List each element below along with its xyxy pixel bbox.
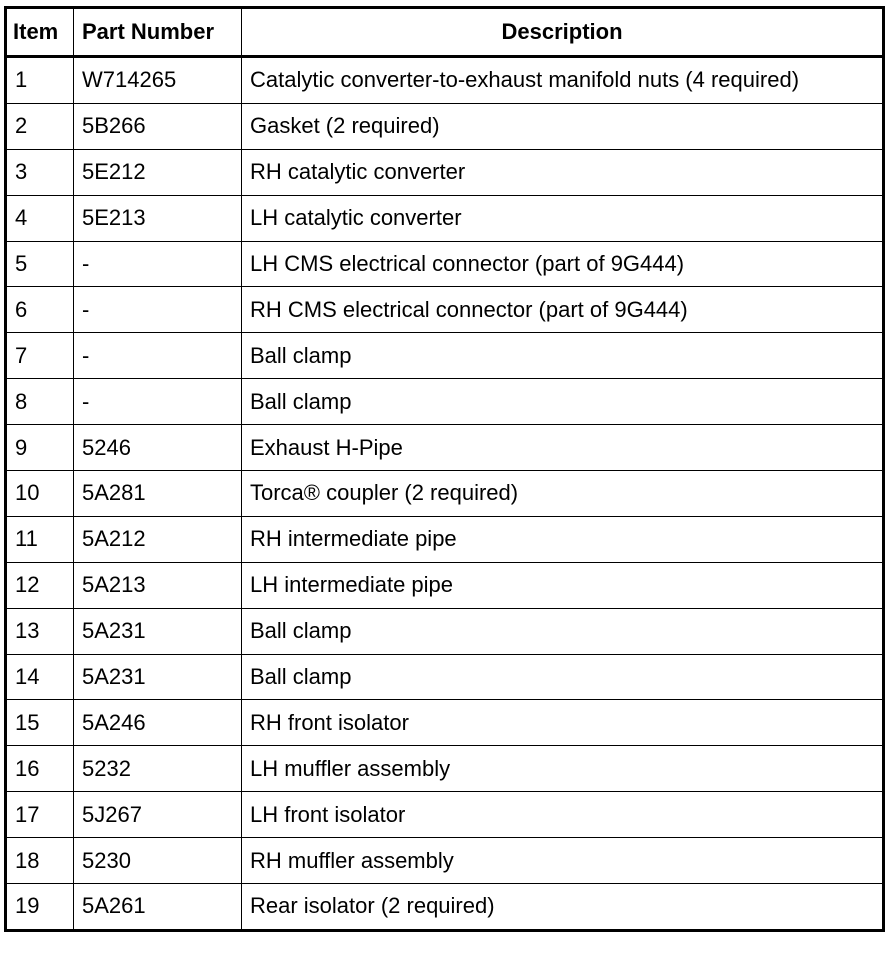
cell-description: Catalytic converter-to-exhaust manifold nuts (4 required) bbox=[242, 57, 884, 104]
cell-part-number: 5A231 bbox=[74, 654, 242, 700]
table-body bbox=[6, 57, 884, 931]
table-row bbox=[6, 654, 884, 700]
cell-item: 3 bbox=[6, 149, 74, 195]
cell-part-number: 5230 bbox=[74, 838, 242, 884]
table-row bbox=[6, 241, 884, 287]
cell-description: LH muffler assembly bbox=[242, 746, 884, 792]
cell-description: Rear isolator (2 required) bbox=[242, 884, 884, 931]
cell-part-number: 5A281 bbox=[74, 471, 242, 517]
cell-part-number: 5A231 bbox=[74, 608, 242, 654]
cell-part-number: 5E212 bbox=[74, 149, 242, 195]
cell-description: LH front isolator bbox=[242, 792, 884, 838]
header-description: Description bbox=[242, 8, 884, 57]
cell-description: RH front isolator bbox=[242, 700, 884, 746]
cell-part-number: 5A212 bbox=[74, 516, 242, 562]
cell-item: 6 bbox=[6, 287, 74, 333]
cell-item: 11 bbox=[6, 516, 74, 562]
cell-item: 8 bbox=[6, 379, 74, 425]
cell-description: LH catalytic converter bbox=[242, 195, 884, 241]
cell-item: 2 bbox=[6, 103, 74, 149]
cell-item: 5 bbox=[6, 241, 74, 287]
cell-description: Ball clamp bbox=[242, 654, 884, 700]
cell-part-number: - bbox=[74, 241, 242, 287]
cell-part-number: 5A261 bbox=[74, 884, 242, 931]
table-row bbox=[6, 57, 884, 104]
cell-part-number: - bbox=[74, 287, 242, 333]
cell-part-number: 5A213 bbox=[74, 562, 242, 608]
cell-description: Torca® coupler (2 required) bbox=[242, 471, 884, 517]
cell-item: 4 bbox=[6, 195, 74, 241]
cell-item: 14 bbox=[6, 654, 74, 700]
table-header-row bbox=[6, 8, 884, 57]
table-row bbox=[6, 333, 884, 379]
cell-description: RH CMS electrical connector (part of 9G444) bbox=[242, 287, 884, 333]
cell-part-number: 5E213 bbox=[74, 195, 242, 241]
table-row bbox=[6, 838, 884, 884]
cell-description: Ball clamp bbox=[242, 379, 884, 425]
cell-item: 19 bbox=[6, 884, 74, 931]
cell-part-number: 5J267 bbox=[74, 792, 242, 838]
cell-description: RH muffler assembly bbox=[242, 838, 884, 884]
cell-item: 10 bbox=[6, 471, 74, 517]
cell-item: 16 bbox=[6, 746, 74, 792]
cell-item: 18 bbox=[6, 838, 74, 884]
parts-table bbox=[4, 6, 885, 932]
cell-part-number: 5B266 bbox=[74, 103, 242, 149]
cell-item: 17 bbox=[6, 792, 74, 838]
cell-part-number: 5A246 bbox=[74, 700, 242, 746]
cell-part-number: - bbox=[74, 379, 242, 425]
table-row bbox=[6, 608, 884, 654]
cell-description: Gasket (2 required) bbox=[242, 103, 884, 149]
cell-item: 1 bbox=[6, 57, 74, 104]
cell-description: LH intermediate pipe bbox=[242, 562, 884, 608]
table-row bbox=[6, 884, 884, 931]
cell-part-number: W714265 bbox=[74, 57, 242, 104]
table-row bbox=[6, 792, 884, 838]
cell-description: LH CMS electrical connector (part of 9G444) bbox=[242, 241, 884, 287]
cell-description: RH intermediate pipe bbox=[242, 516, 884, 562]
table-row bbox=[6, 562, 884, 608]
table-row bbox=[6, 700, 884, 746]
table-row bbox=[6, 379, 884, 425]
table-row bbox=[6, 471, 884, 517]
table-row bbox=[6, 516, 884, 562]
header-part-number: Part Number bbox=[74, 8, 242, 57]
table-row bbox=[6, 149, 884, 195]
table-row bbox=[6, 287, 884, 333]
cell-part-number: 5232 bbox=[74, 746, 242, 792]
cell-description: Ball clamp bbox=[242, 333, 884, 379]
header-item: Item bbox=[6, 8, 74, 57]
cell-item: 12 bbox=[6, 562, 74, 608]
cell-part-number: - bbox=[74, 333, 242, 379]
table-row bbox=[6, 746, 884, 792]
cell-part-number: 5246 bbox=[74, 425, 242, 471]
cell-item: 15 bbox=[6, 700, 74, 746]
cell-description: Exhaust H-Pipe bbox=[242, 425, 884, 471]
cell-description: RH catalytic converter bbox=[242, 149, 884, 195]
table-row bbox=[6, 195, 884, 241]
cell-item: 13 bbox=[6, 608, 74, 654]
cell-item: 7 bbox=[6, 333, 74, 379]
table-row bbox=[6, 425, 884, 471]
table-row bbox=[6, 103, 884, 149]
cell-item: 9 bbox=[6, 425, 74, 471]
cell-description: Ball clamp bbox=[242, 608, 884, 654]
